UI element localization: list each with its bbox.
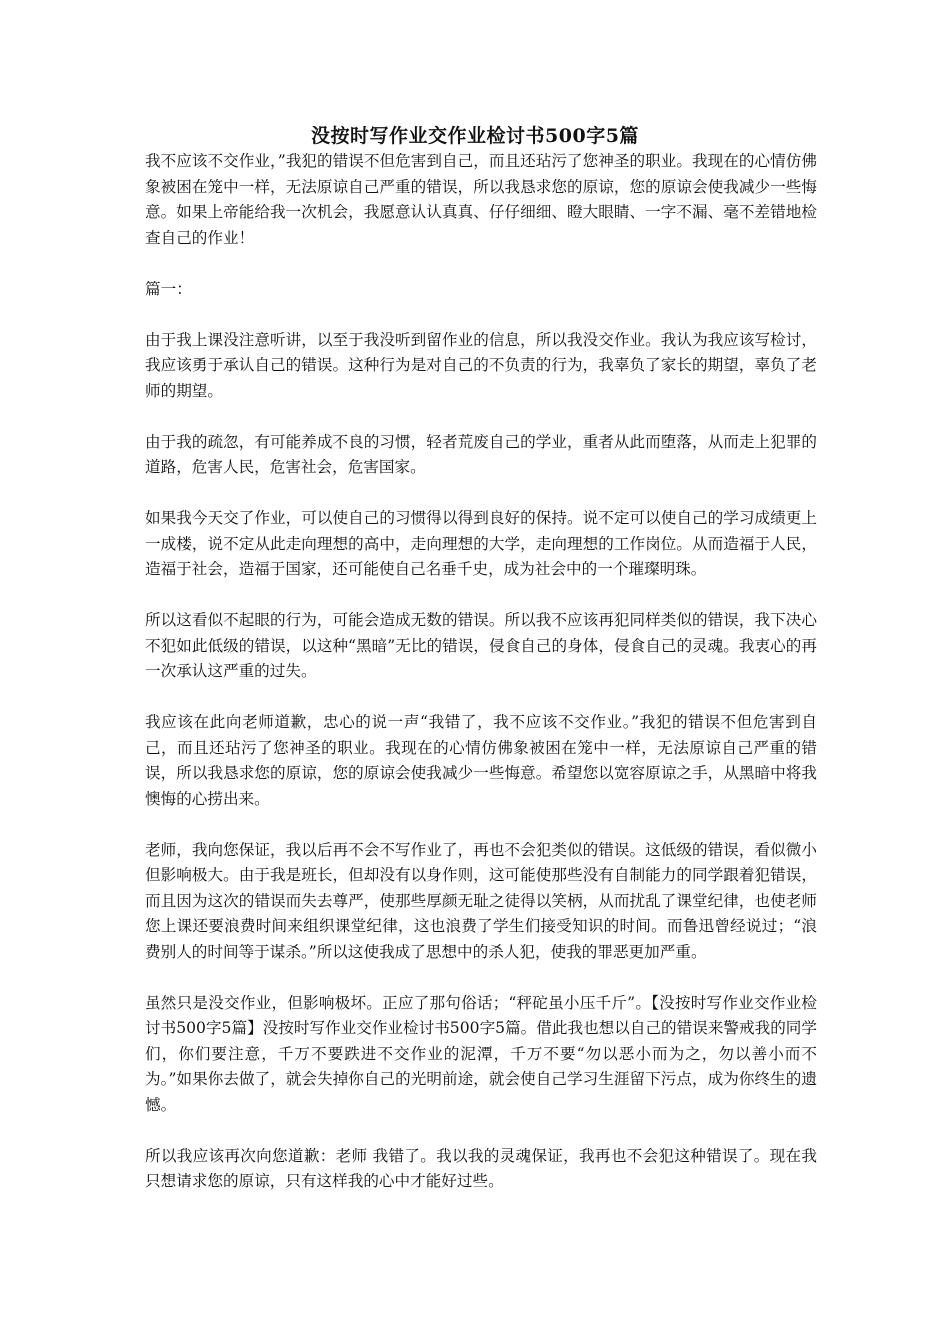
paragraph: 虽然只是没交作业，但影响极坏。正应了那句俗话；“秤砣虽小压千斤”。【没按时写作业交作业检讨书500字5篇】没按时写作业交作业检讨书500字5篇。借此我也想以自己的错误来警戒我的同学们，你们要注意，千万不要跌进不交作业的泥潭，千万不要“勿以恶小而为之，勿以善小而不为。”如果你去做了，就会失掉你自己的光明前途，就会使自己学习生涯留下污点，成为你终生的遗憾。 xyxy=(145,993,817,1114)
paragraph: 我应该在此向老师道歉，忠心的说一声“我错了，我不应该不交作业。”我犯的错误不但危害到自己，而且还玷污了您神圣的职业。我现在的心情仿佛象被困在笼中一样，无法原谅自己严重的错误，所以我恳求您的原谅，您的原谅会使我减少一些悔意。希望您以宽容原谅之手，从黑暗中将我懊悔的心捞出来。 xyxy=(145,713,817,808)
document-body xyxy=(145,149,817,1220)
section-heading: 篇一： xyxy=(145,279,192,298)
paragraph: 由于我上课没注意听讲，以至于我没听到留作业的信息，所以我没交作业。我认为我应该写检讨，我应该勇于承认自己的错误。这种行为是对自己的不负责的行为，我辜负了家长的期望，辜负了老师的期望。 xyxy=(145,330,817,400)
paragraph: 由于我的疏忽，有可能养成不良的习惯，轻者荒废自己的学业，重者从此而堕落，从而走上犯罪的道路，危害人民，危害社会，危害国家。 xyxy=(145,432,817,476)
paragraph-intro: 我不应该不交作业，”我犯的错误不但危害到自己，而且还玷污了您神圣的职业。我现在的心情仿佛象被困在笼中一样，无法原谅自己严重的错误，所以我恳求您的原谅，您的原谅会使我减少一些悔意。如果上帝能给我一次机会，我愿意认认真真、仔仔细细、瞪大眼睛、一字不漏、毫不差错地检查自己的作业！ xyxy=(145,152,817,247)
document-title: 没按时写作业交作业检讨书500字5篇 xyxy=(311,125,639,147)
paragraph: 所以我应该再次向您道歉：老师 我错了。我以我的灵魂保证，我再也不会犯这种错误了。现在我只想请求您的原谅，只有这样我的心中才能好过些。 xyxy=(145,1146,817,1190)
paragraph: 所以这看似不起眼的行为，可能会造成无数的错误。所以我不应该再犯同样类似的错误，我下决心不犯如此低级的错误，以这种“黑暗”无比的错误，侵食自己的身体，侵食自己的灵魂。我衷心的再一次承认这严重的过失。 xyxy=(145,611,817,680)
paragraph: 老师，我向您保证，我以后再不会不写作业了，再也不会犯类似的错误。这低级的错误，看似微小但影响极大。由于我是班长，但却没有以身作则，这可能使那些没有自制能力的同学跟着犯错误，而且因为这次的错误而失去尊严，使那些厚颜无耻之徒得以笑柄，从而扰乱了课堂纪律，也使老师您上课还要浪费时间来组织课堂纪律，这也浪费了学生们接受知识的时间。而鲁迅曾经说过；“浪费别人的时间等于谋杀。”所以这使我成了思想中的杀人犯，使我的罪恶更加严重。 xyxy=(145,840,817,961)
paragraph: 如果我今天交了作业，可以使自己的习惯得以得到良好的保持。说不定可以使自己的学习成绩更上一成楼，说不定从此走向理想的高中，走向理想的大学，走向理想的工作岗位。从而造福于人民，造福于社会，造福于国家，还可能使自己名垂千史，成为社会中的一个璀璨明珠。 xyxy=(145,509,817,578)
